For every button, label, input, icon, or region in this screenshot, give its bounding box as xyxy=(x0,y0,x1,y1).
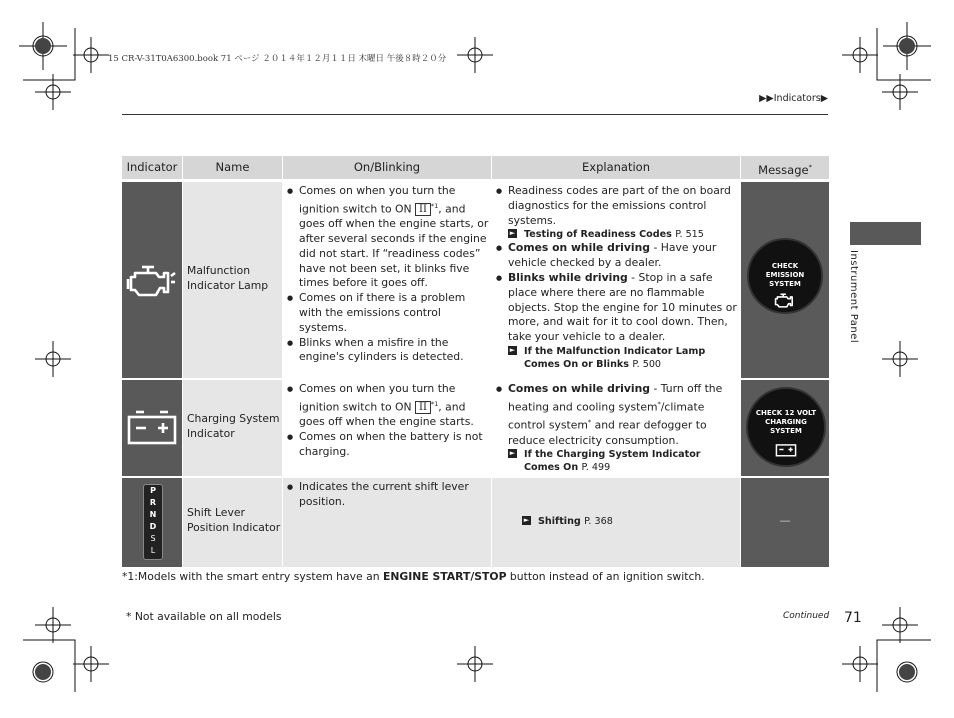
footnote-smart-entry: *1:Models with the smart entry system have an ENGINE START/STOP button instead of an ignition switch. xyxy=(122,570,705,583)
page-number: 71 xyxy=(844,610,862,626)
indicator-name: Shift Lever Position Indicator xyxy=(187,506,281,534)
list-item: ● Comes on if there is a problem with the emissions control systems. xyxy=(299,291,491,335)
indicator-name: Charging System Indicator xyxy=(187,412,280,440)
message-cell xyxy=(741,380,829,476)
table-row xyxy=(122,380,829,476)
indicator-cell xyxy=(122,478,182,567)
page-reference-link[interactable]: ► Shifting P. 368 xyxy=(523,516,613,527)
engine-icon xyxy=(126,262,178,302)
list-item: ● Comes on while driving - Turn off the heating and cooling system*/climate control system* and rear defogger to reduce electricity consumption. ► If the Charging System Indicator Comes On P. 499 xyxy=(508,382,738,474)
name-cell xyxy=(183,380,282,476)
reference-arrow-icon: ► xyxy=(509,345,516,354)
reference-arrow-icon: ► xyxy=(523,516,530,524)
list-item: ● Readiness codes are part of the on board diagnostics for the emissions control systems. ► Testing of Readiness Codes P. 515 xyxy=(508,184,738,241)
shift-letter: S xyxy=(150,534,156,543)
ignition-key-box: II xyxy=(415,401,431,414)
print-header-line: 15 CR-V-31T0A6300.book 71 ページ ２０１４年１２月１１日 木曜日 午後８時２０分 xyxy=(108,54,447,64)
engine-icon xyxy=(772,292,798,310)
message-cell xyxy=(741,182,829,378)
header-rule xyxy=(122,114,828,115)
explanation-cell xyxy=(492,478,740,567)
indicator-cell xyxy=(122,380,182,476)
list-item: ● Comes on while driving - Have your vehicle checked by a dealer. xyxy=(508,241,738,271)
list-item: ● Comes on when you turn the ignition switch to ON II $^{*1}$, and goes off when the engine starts. xyxy=(299,382,491,430)
shift-lever-icon xyxy=(143,484,163,560)
shift-letter: L xyxy=(150,546,156,555)
shift-letter: P xyxy=(150,486,156,495)
header-indicator: Indicator xyxy=(122,156,182,179)
continued-label: Continued xyxy=(783,611,830,621)
shift-letter: D xyxy=(149,522,157,531)
section-side-label: Instrument Panel xyxy=(848,250,859,344)
page-reference-link[interactable]: ► If the Malfunction Indicator Lamp Comes On or Blinks P. 500 xyxy=(509,345,706,370)
battery-icon xyxy=(126,410,178,446)
indicator-cell xyxy=(122,182,182,378)
breadcrumb-section[interactable]: Indicators xyxy=(773,93,821,104)
shift-letter: N xyxy=(149,510,157,519)
ignition-key-box: II xyxy=(415,203,431,216)
list-item: ● Indicates the current shift lever position. xyxy=(299,480,479,510)
header-name: Name xyxy=(183,156,282,179)
page-reference-link[interactable]: ► If the Charging System Indicator Comes On P. 499 xyxy=(509,449,701,474)
list-item: ● Comes on when the battery is not charging. xyxy=(299,430,491,460)
breadcrumb-end-arrow: ▶ xyxy=(820,93,828,104)
no-message-dash: — xyxy=(779,514,791,527)
message-display: CHECK EMISSION SYSTEM xyxy=(747,238,823,314)
name-cell xyxy=(183,478,282,567)
indicator-name: Malfunction Indicator Lamp xyxy=(187,264,269,292)
message-display: CHECK 12 VOLT CHARGING SYSTEM xyxy=(746,387,826,467)
header-explanation: Explanation xyxy=(492,156,740,179)
list-item: ● Blinks when a misfire in the engine's cylinders is detected. xyxy=(299,336,491,366)
list-item: ● Comes on when you turn the ignition switch to ON II $^{*1}$, and goes off when the engine starts, or after several seconds if the engine did not start. If “readiness codes” have not been set, it blinks five times before it goes off. xyxy=(299,184,491,291)
breadcrumb[interactable] xyxy=(759,93,828,104)
reference-arrow-icon: ► xyxy=(509,229,516,238)
table-row xyxy=(122,182,829,378)
on-blinking-cell xyxy=(283,182,491,378)
shift-letter: R xyxy=(149,498,157,507)
reference-arrow-icon: ► xyxy=(509,449,516,458)
section-tab[interactable] xyxy=(850,222,921,245)
header-on-blinking: On/Blinking xyxy=(283,156,491,179)
breadcrumb-arrows: ▶▶ xyxy=(759,93,774,104)
explanation-cell xyxy=(492,182,740,378)
table-row xyxy=(122,478,829,567)
message-cell xyxy=(741,478,829,567)
page-reference-link[interactable]: ► Testing of Readiness Codes P. 515 xyxy=(509,229,704,241)
header-message: Message* xyxy=(741,156,829,179)
list-item: ● Blinks while driving - Stop in a safe place where there are no flammable objects. Stop the engine for 10 minutes or more, and wait for it to cool down. Then, take your vehicle to a dealer. ► If the Malfunction Indicator Lamp Comes On or Blinks P. 500 xyxy=(508,271,738,371)
on-blinking-cell xyxy=(283,478,491,567)
battery-icon xyxy=(775,442,797,457)
footnote-availability: * Not available on all models xyxy=(126,610,282,623)
explanation-cell xyxy=(492,380,740,476)
on-blinking-cell xyxy=(283,380,491,476)
name-cell xyxy=(183,182,282,378)
